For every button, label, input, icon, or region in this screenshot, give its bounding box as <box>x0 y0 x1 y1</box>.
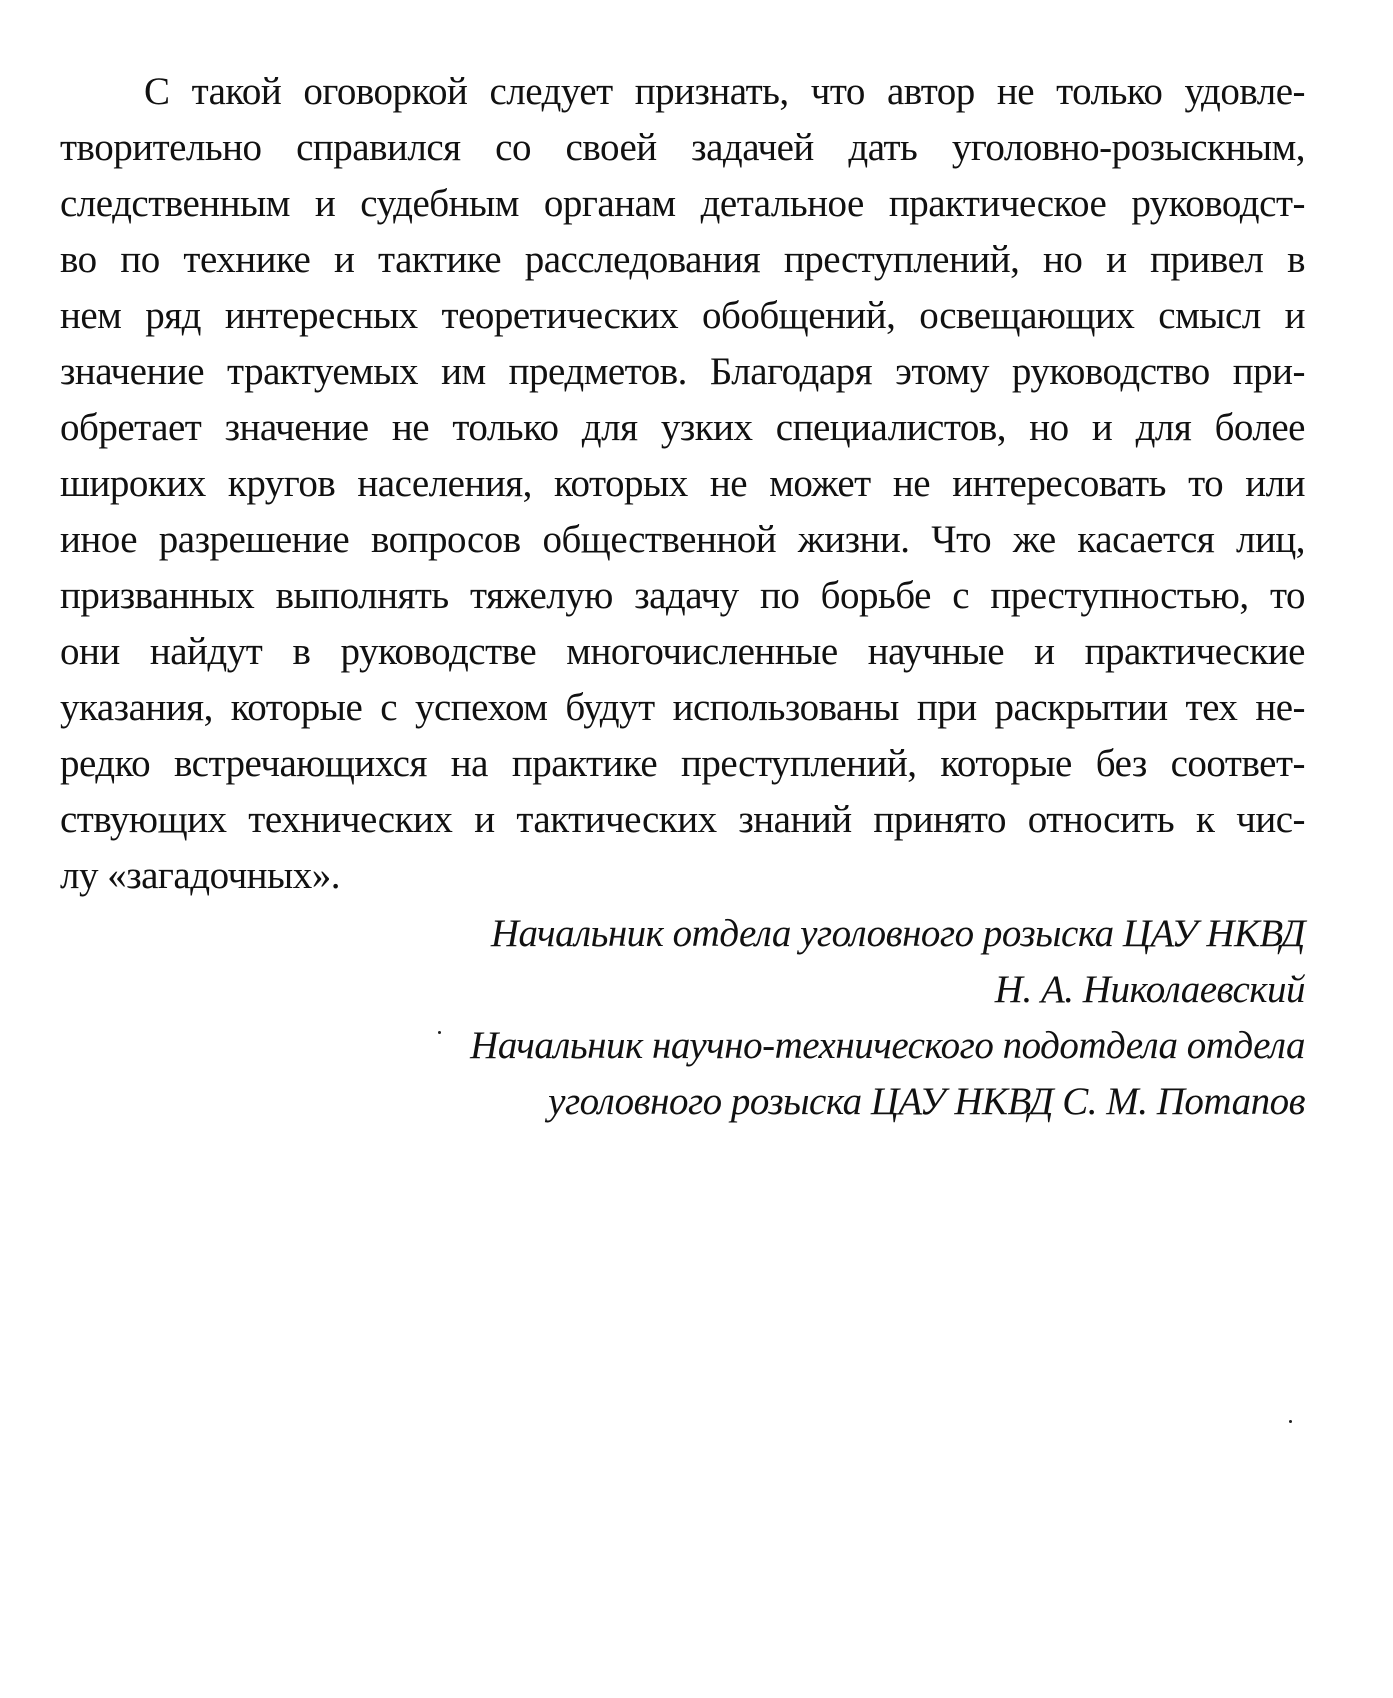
scan-speck <box>1289 1420 1292 1423</box>
paragraph-line: значение трактуемых им предметов. Благодаря этому руководство при- <box>60 350 1305 393</box>
paragraph-line: лу «загадочных». <box>60 854 341 897</box>
scan-speck <box>438 1031 441 1034</box>
paragraph-line: ствующих технических и тактических знаний принято относить к чис- <box>60 798 1305 841</box>
signature-title-2: Начальник научно-технического подотдела отдела <box>470 1024 1305 1067</box>
paragraph-line: творительно справился со своей задачей дать уголовно-розыскным, <box>60 126 1305 169</box>
signature-block <box>205 906 1305 1130</box>
paragraph-line: указания, которые с успехом будут использованы при раскрытии тех не- <box>60 686 1305 729</box>
signature-name-1: Н. А. Николаевский <box>994 968 1305 1011</box>
signature-title-1: Начальник отдела уголовного розыска ЦАУ НКВД <box>490 912 1305 955</box>
paragraph-line: иное разрешение вопросов общественной жизни. Что же касается лиц, <box>60 518 1305 561</box>
body-paragraph <box>60 64 1305 904</box>
paragraph-line: редко встречающихся на практике преступлений, которые без соответ- <box>60 742 1305 785</box>
paragraph-line: они найдут в руководстве многочисленные научные и практические <box>60 630 1305 673</box>
paragraph-line: широких кругов населения, которых не может не интересовать то или <box>60 462 1305 505</box>
paragraph-line: нем ряд интересных теоретических обобщений, освещающих смысл и <box>60 294 1305 337</box>
paragraph-line: С такой оговоркой следует признать, что автор не только удовле- <box>144 70 1305 113</box>
paragraph-line: во по технике и тактике расследования преступлений, но и привел в <box>60 238 1305 281</box>
paragraph-line: следственным и судебным органам детальное практическое руководст- <box>60 182 1305 225</box>
paragraph-line: призванных выполнять тяжелую задачу по борьбе с преступностью, то <box>60 574 1305 617</box>
signature-title-name-2: уголовного розыска ЦАУ НКВД С. М. Потапов <box>548 1080 1305 1123</box>
paragraph-line: обретает значение не только для узких специалистов, но и для более <box>60 406 1305 449</box>
